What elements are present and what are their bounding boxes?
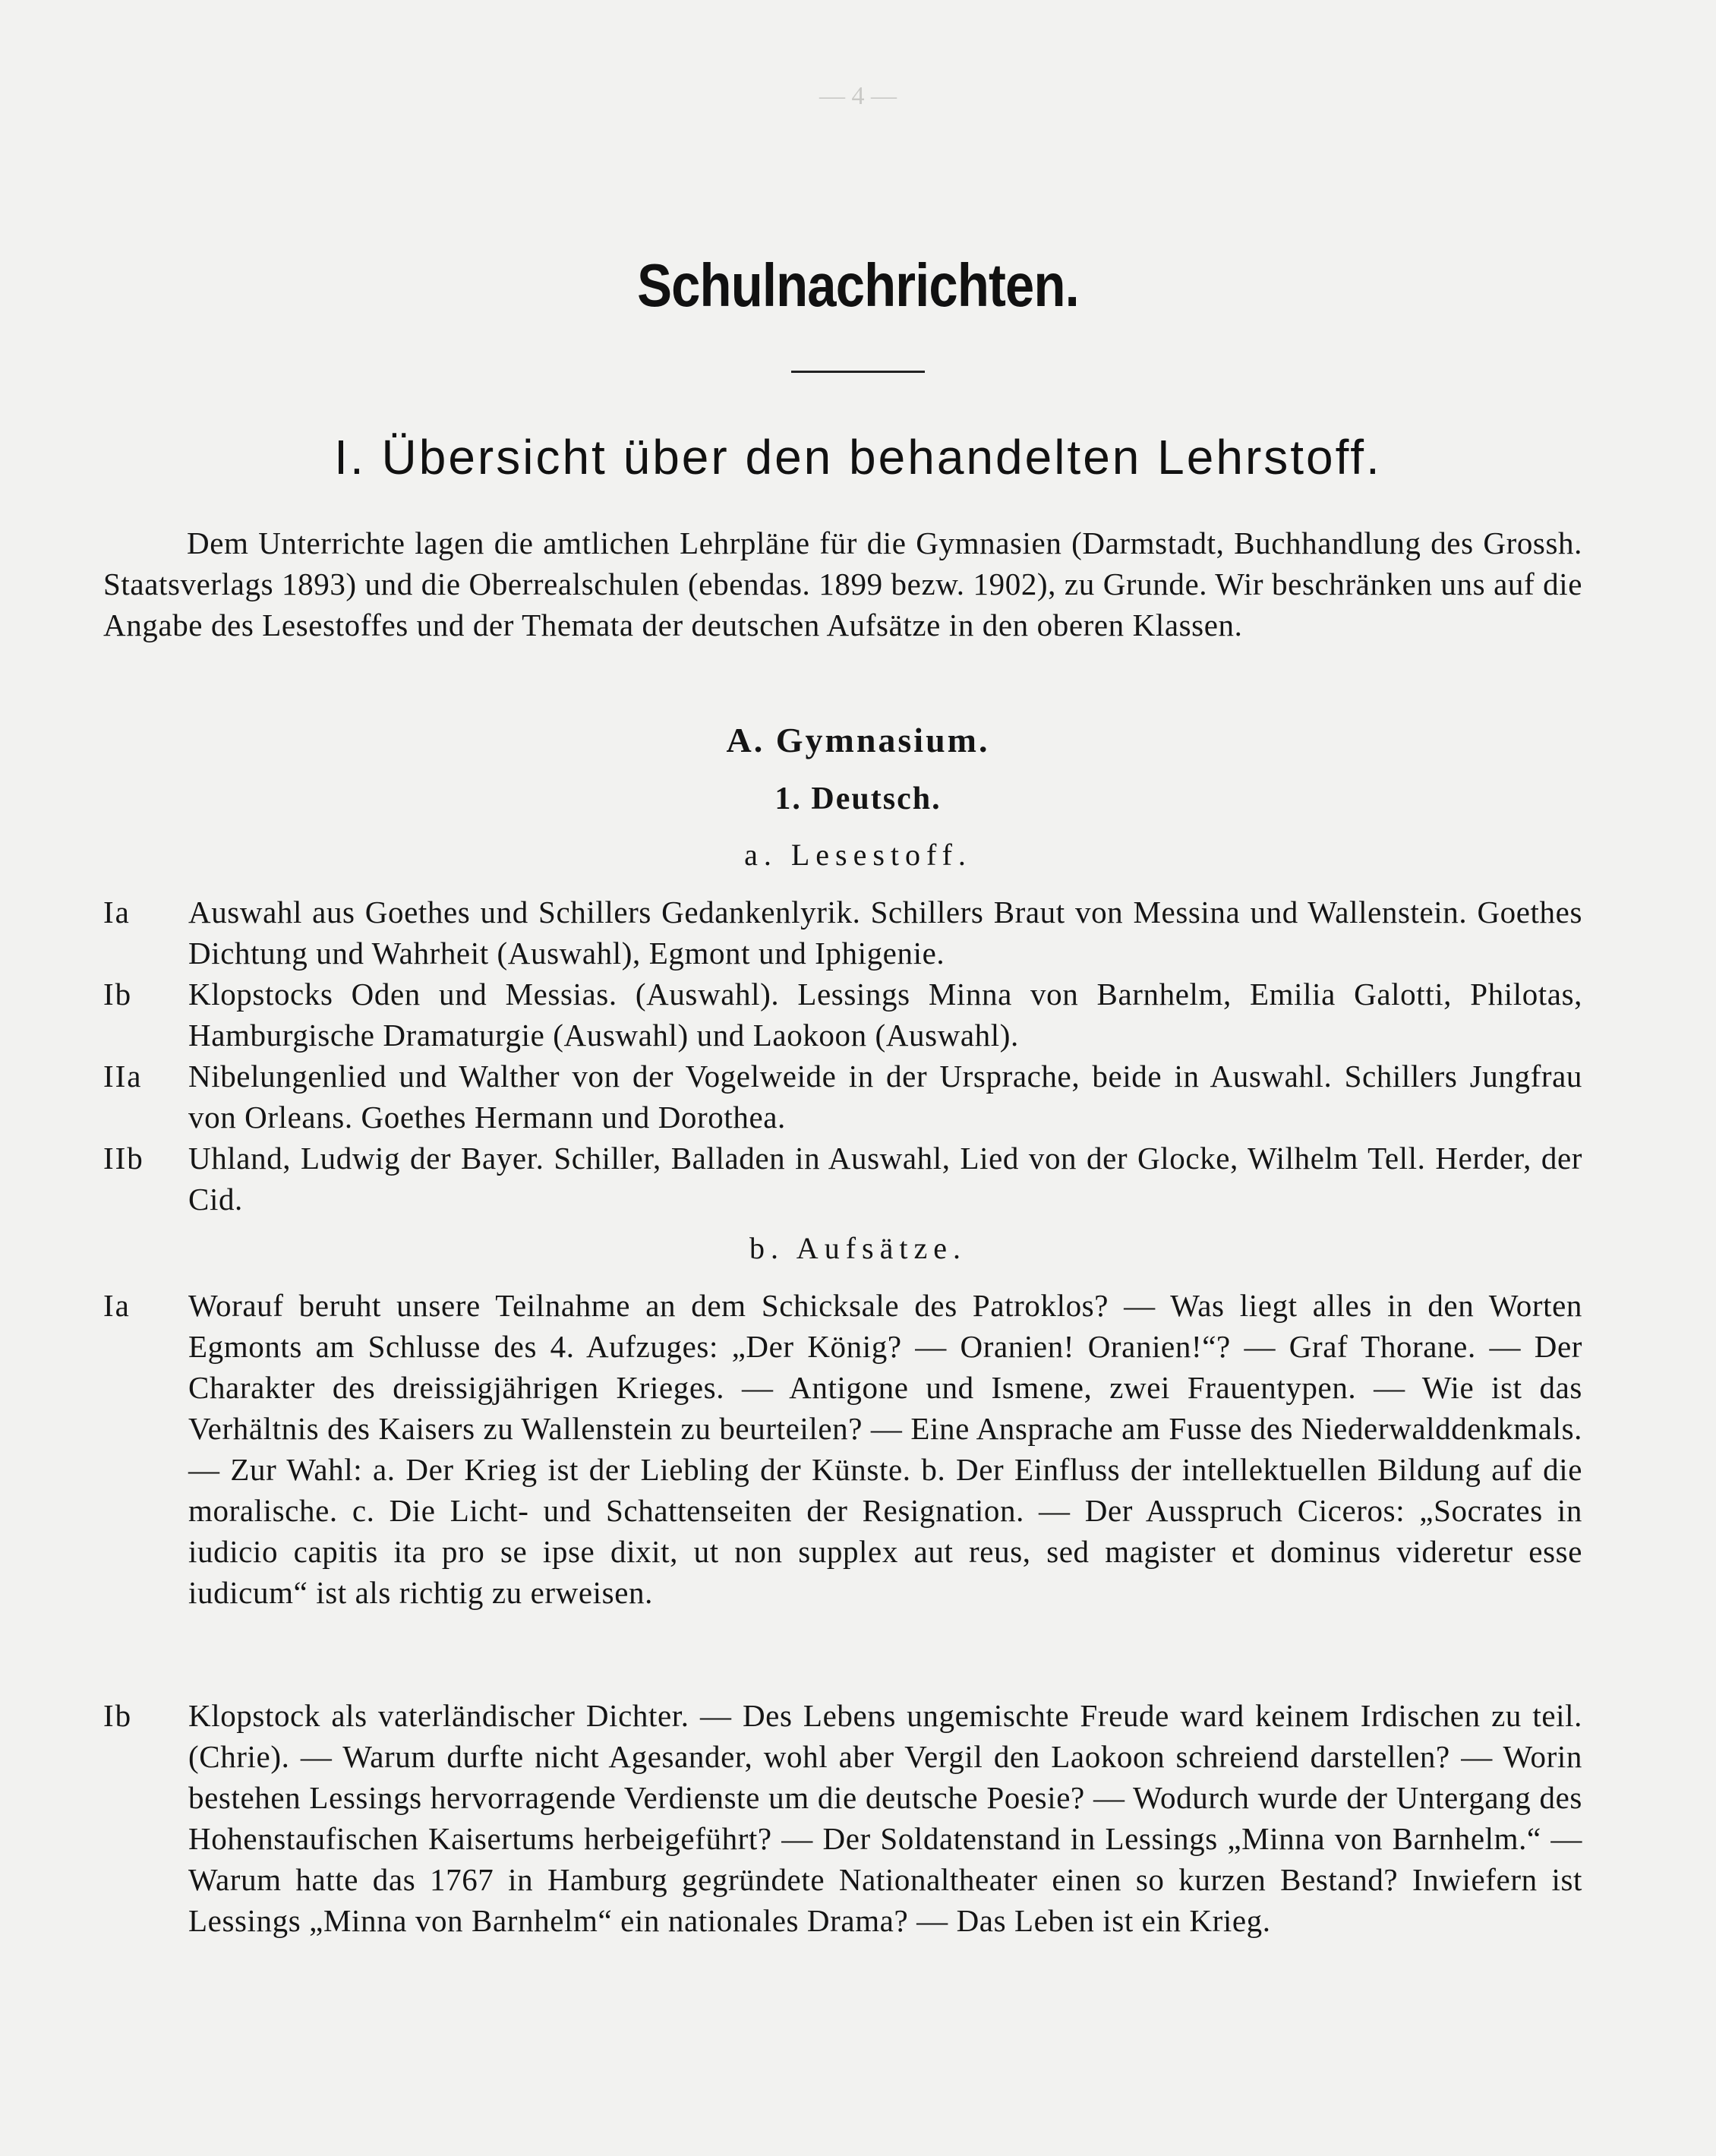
class-label: Ib — [103, 977, 133, 1012]
aufsatz-entry — [103, 1285, 1582, 1613]
class-label: Ib — [103, 1698, 133, 1733]
entry-text: Klopstocks Oden und Messias. (Auswahl). Lessings Minna von Barnhelm, Emilia Galotti, Philotas, Hamburgische Dramaturgie (Auswahl) und Laokoon (Auswahl). — [188, 977, 1582, 1053]
lesestoff-heading: a. Lesestoff. — [744, 838, 972, 872]
aufsatz-entry — [103, 1695, 1582, 1941]
lesestoff-entry — [103, 974, 1582, 1056]
lesestoff-entry — [103, 1056, 1582, 1138]
title-underline-rule — [791, 371, 925, 373]
class-label: Ia — [103, 895, 131, 930]
page-number: — 4 — — [819, 82, 897, 110]
lesestoff-entry — [103, 892, 1582, 974]
entry-text: Klopstock als vaterländischer Dichter. — Des Lebens ungemischte Freude ward keinem Irdischen zu teil. (Chrie). — Warum durfte nicht Agesander, wohl aber Vergil den Laokoon schreiend darstellen? — Worin bestehen Lessings hervorragende Verdienste um die deutsche Poesie? — Wodurch wurde der Untergang des Hohenstaufischen Kaisertums herbeigeführt? — Der Soldatenstand in Lessings „Minna von Barnhelm.“ — Warum hatte das 1767 in Hamburg gegründete Nationaltheater einen so kurzen Bestand? Inwiefern ist Lessings „Minna von Barnhelm“ ein nationales Drama? — Das Leben ist ein Krieg. — [188, 1698, 1582, 1938]
class-label: IIb — [103, 1141, 144, 1176]
entry-text: Auswahl aus Goethes und Schillers Gedankenlyrik. Schillers Braut von Messina und Wallenstein. Goethes Dichtung und Wahrheit (Auswahl), Egmont und Iphigenie. — [188, 895, 1582, 971]
page-title: Schulnachrichten. — [637, 251, 1079, 319]
entry-text: Uhland, Ludwig der Bayer. Schiller, Balladen in Auswahl, Lied von der Glocke, Wilhelm Tell. Herder, der Cid. — [188, 1141, 1582, 1217]
lesestoff-entry — [103, 1138, 1582, 1220]
class-label: IIa — [103, 1059, 143, 1094]
section-heading: I. Übersicht über den behandelten Lehrstoff. — [334, 430, 1382, 485]
subject-heading-deutsch: 1. Deutsch. — [774, 781, 942, 816]
entry-text: Worauf beruht unsere Teilnahme an dem Schicksale des Patroklos? — Was liegt alles in den Worten Egmonts am Schlusse des 4. Aufzuges: „Der König? — Oranien! Oranien!“? — Graf Thorane. — Der Charakter des dreissigjährigen Krieges. — Antigone und Ismene, zwei Frauentypen. — Wie ist das Verhältnis des Kaisers zu Wallenstein zu beurteilen? — Eine Ansprache am Fusse des Niederwalddenkmals. — Zur Wahl: a. Der Krieg ist der Liebling der Künste. b. Der Einfluss der intellektuellen Bildung auf die moralische. c. Die Licht- und Schattenseiten der Resignation. — Der Ausspruch Ciceros: „Socrates in iudicio capitis ita pro se ipse dixit, ut non supplex aut reus, sed magister et dominus videretur esse iudicum“ ist als richtig zu erweisen. — [188, 1288, 1582, 1610]
intro-paragraph: Dem Unterrichte lagen die amtlichen Lehrpläne für die Gymnasien (Darmstadt, Buchhandlung des Grossh. Staatsverlags 1893) und die Oberrealschulen (ebendas. 1899 bezw. 1902), zu Grunde. Wir beschränken uns auf die Angabe des Lesestoffes und der Themata der deutschen Aufsätze in den oberen Klassen. — [103, 526, 1582, 642]
subsection-heading-gymnasium: A. Gymnasium. — [726, 721, 990, 759]
aufsaetze-heading: b. Aufsätze. — [749, 1231, 967, 1265]
class-label: Ia — [103, 1288, 131, 1323]
entry-text: Nibelungenlied und Walther von der Vogelweide in der Ursprache, beide in Auswahl. Schillers Jungfrau von Orleans. Goethes Hermann und Dorothea. — [188, 1059, 1582, 1135]
